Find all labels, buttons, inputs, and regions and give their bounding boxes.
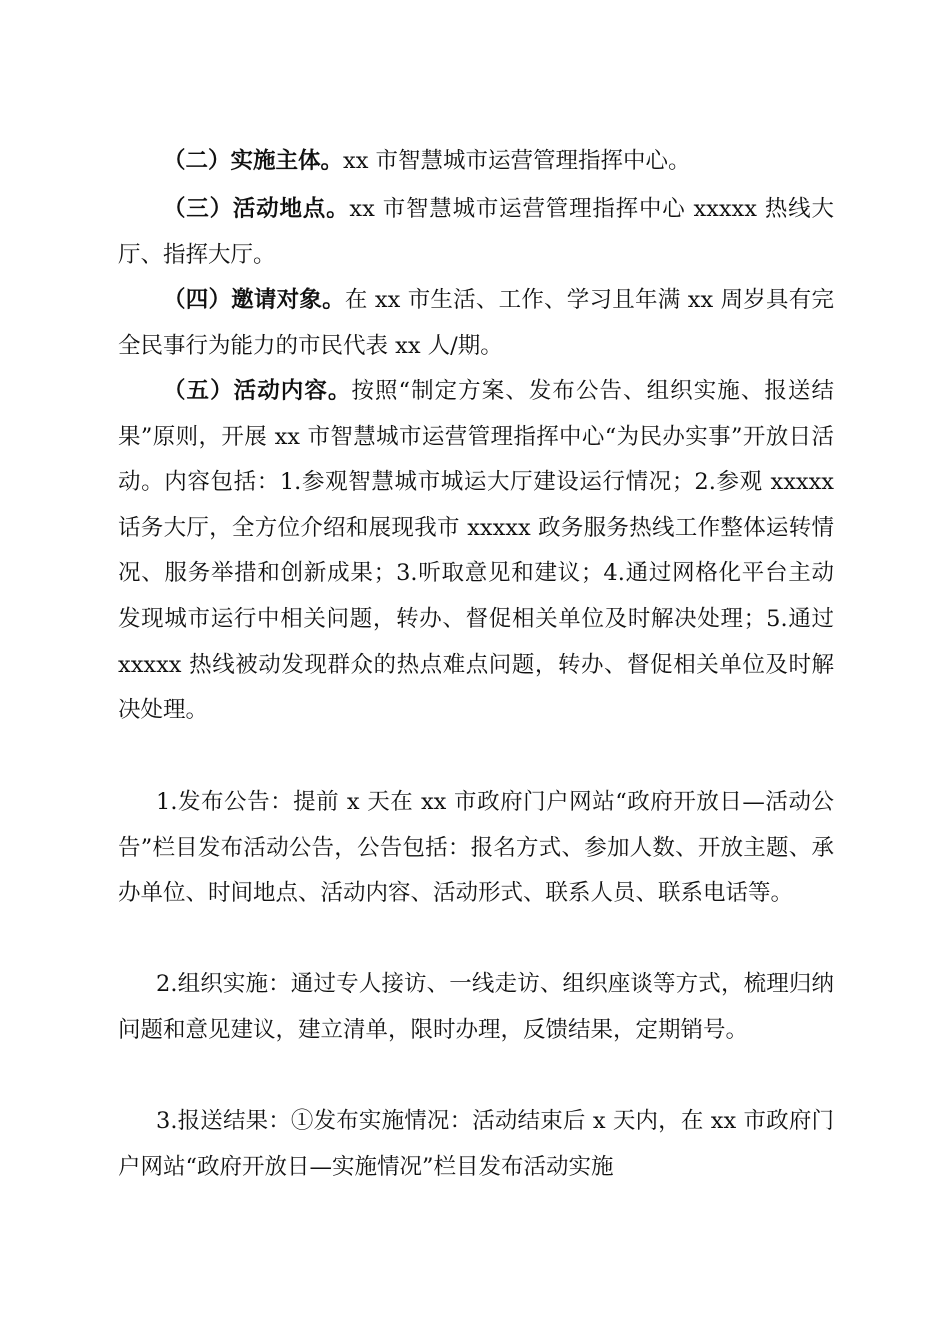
- paragraph-text: 1.发布公告：提前 x 天在 xx 市政府门户网站“政府开放日—活动公告”栏目发布活动公告，公告包括：报名方式、参加人数、开放主题、承办单位、时间地点、活动内容、活动形式、联系人员、联系电话等。: [118, 789, 834, 907]
- paragraph-lead: （五）活动内容。: [163, 378, 352, 404]
- paragraph-report-results: [118, 1099, 834, 1190]
- paragraph-lead: （三）活动地点。: [163, 196, 350, 222]
- paragraph-invitees: [118, 278, 834, 369]
- paragraph-lead: （二）实施主体。: [163, 148, 344, 174]
- paragraph-text: xx 市智慧城市运营管理指挥中心 xxxxx 热线大厅、指挥大厅。: [118, 196, 834, 268]
- paragraph-publish-notice: [118, 780, 834, 917]
- paragraph-text: 在 xx 市生活、工作、学习且年满 xx 周岁具有完全民事行为能力的市民代表 xx 人/期。: [118, 287, 834, 359]
- paragraph-organize-implementation: [118, 962, 834, 1053]
- paragraph-activity-location: [118, 187, 834, 278]
- paragraph-lead: （四）邀请对象。: [163, 287, 345, 313]
- paragraph-implementing-body: [118, 139, 834, 185]
- paragraph-activity-content: [118, 369, 834, 734]
- paragraph-text: 3.报送结果：①发布实施情况：活动结束后 x 天内，在 xx 市政府门户网站“政府开放日—实施情况”栏目发布活动实施: [118, 1108, 834, 1180]
- paragraph-text: 按照“制定方案、发布公告、组织实施、报送结果”原则，开展 xx 市智慧城市运营管理指挥中心“为民办实事”开放日活动。内容包括：1.参观智慧城市城运大厅建设运行情况；2.参观 xxxxx 话务大厅，全方位介绍和展现我市 xxxxx 政务服务热线工作整体运转情况、服务举措和创新成果；3.听取意见和建议；4.通过网格化平台主动发现城市运行中相关问题，转办、督促相关单位及时解决处理；5.通过 xxxxx 热线被动发现群众的热点难点问题，转办、督促相关单位及时解决处理。: [118, 378, 834, 724]
- paragraph-text: 2.组织实施：通过专人接访、一线走访、组织座谈等方式，梳理归纳问题和意见建议，建立清单，限时办理，反馈结果，定期销号。: [118, 971, 834, 1043]
- paragraph-text: xx 市智慧城市运营管理指挥中心。: [343, 148, 691, 174]
